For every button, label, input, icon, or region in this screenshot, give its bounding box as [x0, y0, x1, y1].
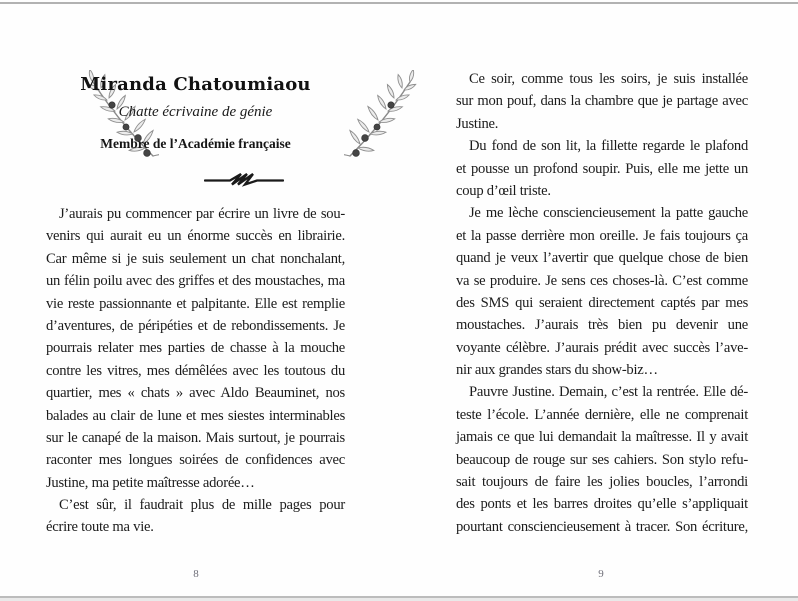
- text-line: Pauvre Justine. Demain, c’est la rentrée. Elle dé-: [469, 384, 748, 401]
- text-line: écrire toute ma vie.: [46, 519, 154, 536]
- text-line: des SMS qui seraient directement captés par mes: [456, 294, 748, 311]
- text-line: balades au clair de lune et mes siestes interminables: [46, 407, 345, 424]
- text-line: voyante célèbre. J’aurais prédit avec succès l’ave-: [456, 339, 748, 356]
- text-line: d’aventures, de péripéties et de rebondissements. Je: [46, 317, 345, 334]
- text-line: contre les vitres, mes démêlées avec les toutous du: [46, 362, 345, 379]
- text-line: vie reste passionnante et palpitante. Elle est remplie: [46, 295, 345, 312]
- text-line: teste l’école. L’année dernière, elle ne comprenait: [456, 406, 748, 423]
- text-line: et la passe derrière mon oreille. Je fais toujours ça: [456, 227, 748, 244]
- right-page-number: 9: [598, 568, 604, 580]
- text-line: moustaches. J’aurais très bien pu devenir une: [456, 317, 748, 334]
- text-line: pourtant consciencieusement à tracer. Son écriture,: [456, 518, 748, 535]
- text-line: beaucoup de rouge sur ses cahiers. Son stylo refu-: [456, 451, 748, 468]
- right-page-text: [456, 68, 748, 538]
- text-line: va se produire. Je sens ces choses-là. C’est comme: [456, 272, 748, 289]
- text-line: raconter mes longues soirées de confidences avec: [46, 452, 345, 469]
- text-line: nir aux grandes stars du show-biz…: [456, 362, 658, 379]
- text-line: Justine.: [456, 115, 499, 132]
- left-page-text: [46, 203, 345, 539]
- text-line: sur le canapé de la maison. Mais surtout, je pourrais: [46, 429, 345, 446]
- left-page-number: 8: [193, 568, 199, 580]
- author-affiliation: Membre de l’Académie française: [100, 136, 291, 151]
- text-line: quartier, mes « chats » avec Aldo Beauminet, nos: [46, 385, 345, 402]
- text-line: pourrais relater mes parties de chasse à la mouche: [46, 340, 345, 357]
- text-line: un félin poilu avec des griffes et des moustaches, ma: [46, 273, 345, 290]
- text-line: Justine, ma petite maîtresse adorée…: [46, 474, 255, 491]
- text-line: des ponts et les barres droites qu’elle s’appliquait: [456, 496, 748, 513]
- text-line: Ce soir, comme tous les soirs, je suis installée: [469, 71, 748, 87]
- author-subtitle: Chatte écrivaine de génie: [118, 104, 273, 120]
- text-line: et pousse un profond soupir. Puis, elle me jette un: [456, 160, 748, 177]
- text-line: venirs qui aurait eu un énorme succès en librairie.: [46, 228, 345, 245]
- squiggle-divider-icon: [204, 171, 284, 188]
- text-line: Car même si je suis seulement un chat nonchalant,: [46, 250, 345, 267]
- text-line: Du fond de son lit, la fillette regarde le plafond: [469, 138, 748, 155]
- text-line: Je me lèche consciencieusement la patte gauche: [469, 205, 748, 222]
- text-line: C’est sûr, il faudrait plus de mille pages pour: [59, 497, 345, 514]
- text-line: sur mon pouf, dans la chambre que je partage avec: [456, 93, 748, 110]
- author-name: Miranda Chatoumiaou: [80, 74, 311, 95]
- text-line: quand je veux l’avertir que quelque chose de bien: [456, 250, 748, 267]
- text-line: J’aurais pu commencer par écrire un livre de sou-: [59, 206, 345, 222]
- text-line: coup d’œil triste.: [456, 182, 551, 199]
- right-page: [399, 0, 798, 601]
- text-line: jamais ce que lui demandait la maîtresse. Il y avait: [456, 429, 748, 446]
- text-line: sait toujours de faire les jolies boucles, l’arrondi: [456, 474, 748, 491]
